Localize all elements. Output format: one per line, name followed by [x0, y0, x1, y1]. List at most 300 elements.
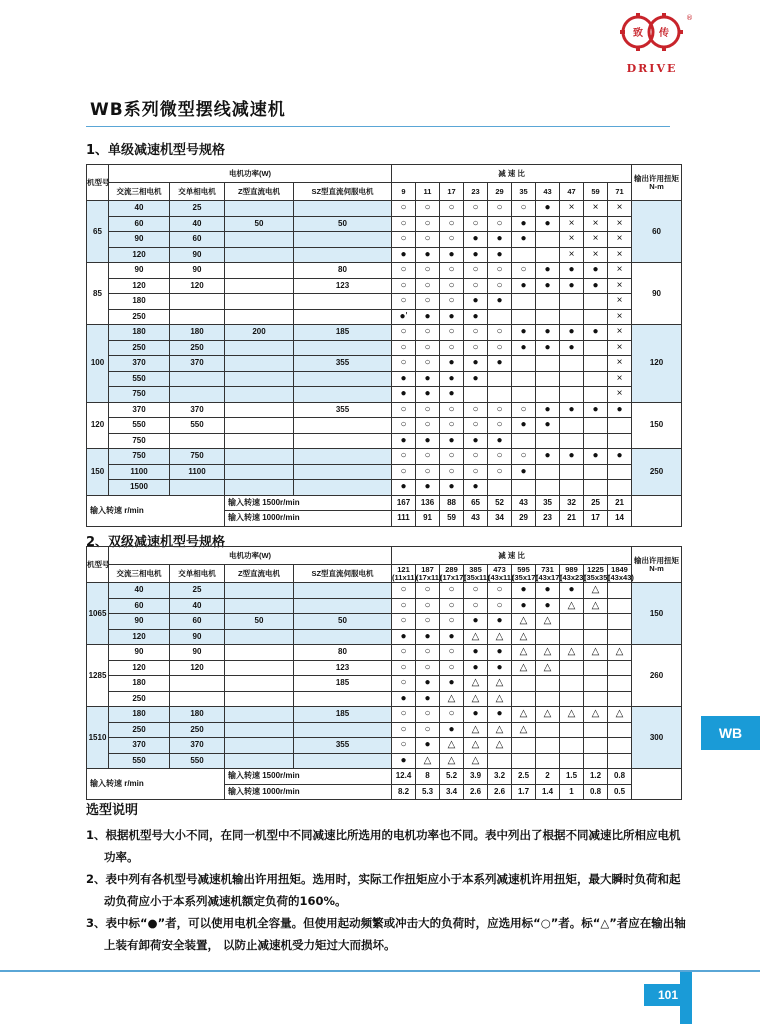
suitability-cell: ○: [440, 294, 464, 310]
suitability-cell: [584, 629, 608, 645]
suitability-cell: [584, 464, 608, 480]
suitability-cell: ●: [560, 278, 584, 294]
power-cell: [170, 387, 225, 403]
suitability-cell: ○: [416, 449, 440, 465]
table-row: [87, 738, 682, 754]
suitability-cell: ○: [392, 464, 416, 480]
power-cell: 40: [170, 216, 225, 232]
suitability-cell: △: [488, 629, 512, 645]
output-speed-cell: 65: [464, 495, 488, 511]
suitability-cell: [560, 387, 584, 403]
suitability-cell: ●: [464, 356, 488, 372]
suitability-cell: ○: [392, 201, 416, 217]
single-stage-table: [86, 164, 682, 527]
suitability-cell: [560, 722, 584, 738]
table-row: [87, 309, 682, 325]
suitability-cell: △: [488, 691, 512, 707]
subheader-row: [87, 183, 682, 201]
power-cell: 250: [109, 340, 170, 356]
power-cell: 370: [170, 356, 225, 372]
table-row: [87, 660, 682, 676]
output-speed-cell: 21: [608, 495, 632, 511]
suitability-cell: △: [584, 707, 608, 723]
table-row: [87, 629, 682, 645]
suitability-cell: ○: [416, 201, 440, 217]
suitability-cell: [584, 722, 608, 738]
power-cell: 250: [170, 340, 225, 356]
power-cell: [170, 691, 225, 707]
suitability-cell: [536, 480, 560, 496]
suitability-cell: [536, 294, 560, 310]
suitability-cell: [536, 464, 560, 480]
power-cell: 80: [294, 645, 392, 661]
suitability-cell: ●: [488, 247, 512, 263]
table-row: [87, 340, 682, 356]
power-cell: 180: [109, 676, 170, 692]
page-number: 101: [644, 984, 692, 1006]
suitability-cell: △: [464, 676, 488, 692]
power-cell: [225, 691, 294, 707]
suitability-cell: △: [512, 614, 536, 630]
power-cell: [225, 583, 294, 599]
ratio-value: 989 (43x23): [560, 564, 586, 582]
output-speed-cell: 12.4: [392, 769, 416, 785]
model-cell: 85: [87, 263, 109, 325]
power-cell: [170, 480, 225, 496]
power-cell: 250: [109, 309, 170, 325]
suitability-cell: ×: [608, 309, 632, 325]
suitability-cell: ●: [392, 387, 416, 403]
suitability-cell: [584, 676, 608, 692]
power-cell: [225, 340, 294, 356]
output-speed-cell: 0.8: [608, 769, 632, 785]
suitability-cell: ○: [416, 263, 440, 279]
table-row: [87, 371, 682, 387]
note-item: 2、表中列有各机型号减速机输出许用扭矩。选用时，实际工作扭矩应小于本系列减速机许用扭矩，最大瞬时负荷和起动负荷应小于本系列减速机额定负荷的160%。: [86, 872, 681, 908]
suitability-cell: △: [512, 645, 536, 661]
suitability-cell: ○: [392, 325, 416, 341]
suitability-cell: ●: [488, 645, 512, 661]
table-row: [87, 598, 682, 614]
suitability-cell: ○: [488, 278, 512, 294]
suitability-cell: ○: [512, 402, 536, 418]
power-cell: 180: [109, 325, 170, 341]
power-cell: [225, 645, 294, 661]
ratio-value: 71: [608, 183, 632, 201]
power-cell: 370: [109, 356, 170, 372]
suitability-cell: ●: [416, 371, 440, 387]
ratio-value: 43: [536, 183, 560, 201]
ratio-value: 121 (11x11): [392, 564, 418, 582]
model-cell: 1065: [87, 583, 109, 645]
suitability-cell: [608, 753, 632, 769]
output-speed-cell: 34: [488, 511, 512, 527]
suitability-cell: ○: [440, 201, 464, 217]
suitability-cell: ○: [488, 464, 512, 480]
suitability-cell: [536, 433, 560, 449]
suitability-cell: [608, 629, 632, 645]
suitability-cell: [584, 356, 608, 372]
suitability-cell: ●: [560, 402, 584, 418]
ratio-value: 11: [416, 183, 440, 201]
suitability-cell: ○: [488, 325, 512, 341]
suitability-cell: ●: [512, 583, 536, 599]
suitability-cell: ●: [512, 325, 536, 341]
suitability-cell: [584, 480, 608, 496]
suitability-cell: ●: [440, 356, 464, 372]
table-row: [87, 278, 682, 294]
power-cell: 40: [109, 201, 170, 217]
suitability-cell: [560, 738, 584, 754]
wb-side-tab[interactable]: WB: [701, 716, 760, 750]
power-cell: 40: [109, 583, 170, 599]
suitability-cell: ●: [560, 340, 584, 356]
suitability-cell: ●: [416, 433, 440, 449]
ratio-value: 17: [440, 183, 464, 201]
torque-cell: 260: [632, 645, 682, 707]
torque-header: 输出许用扭矩N-m: [632, 165, 682, 201]
suitability-cell: [536, 387, 560, 403]
suitability-cell: [488, 387, 512, 403]
suitability-cell: [584, 294, 608, 310]
power-cell: 200: [225, 325, 294, 341]
power-cell: 90: [170, 645, 225, 661]
power-cell: 120: [170, 278, 225, 294]
power-cell: 25: [170, 583, 225, 599]
suitability-cell: ●: [512, 464, 536, 480]
suitability-cell: △: [464, 738, 488, 754]
power-cell: [294, 629, 392, 645]
power-cell: 90: [109, 614, 170, 630]
suitability-cell: ●: [440, 433, 464, 449]
suitability-cell: ○: [440, 325, 464, 341]
suitability-cell: △: [512, 629, 536, 645]
power-cell: [294, 449, 392, 465]
model-cell: 100: [87, 325, 109, 403]
suitability-cell: △: [440, 753, 464, 769]
suitability-cell: ●: [392, 371, 416, 387]
power-cell: 90: [170, 263, 225, 279]
ratio-value: 1849 (43x43): [608, 564, 634, 582]
suitability-cell: [536, 676, 560, 692]
ratio-value: 9: [392, 183, 416, 201]
suitability-cell: ×: [608, 340, 632, 356]
suitability-cell: ●: [416, 676, 440, 692]
suitability-cell: [608, 583, 632, 599]
ratio-value: 289 (17x17): [440, 564, 466, 582]
suitability-cell: ●: [608, 449, 632, 465]
suitability-cell: ●: [536, 418, 560, 434]
suitability-cell: [512, 387, 536, 403]
power-cell: [225, 722, 294, 738]
suitability-cell: ○: [440, 263, 464, 279]
suitability-cell: ●: [512, 278, 536, 294]
suitability-cell: ×: [584, 216, 608, 232]
suitability-cell: ●: [440, 480, 464, 496]
suitability-cell: [560, 480, 584, 496]
suitability-cell: [584, 433, 608, 449]
power-cell: 40: [170, 598, 225, 614]
table-row: [87, 583, 682, 599]
table-row: [87, 387, 682, 403]
table-row: [87, 449, 682, 465]
power-cell: [225, 356, 294, 372]
suitability-cell: ●: [536, 340, 560, 356]
suitability-cell: [608, 676, 632, 692]
power-cell: [225, 309, 294, 325]
suitability-cell: [560, 309, 584, 325]
motor-type-header: 交单相电机: [170, 565, 225, 583]
power-cell: [294, 480, 392, 496]
output-speed-cell: 3.2: [488, 769, 512, 785]
power-cell: 120: [109, 629, 170, 645]
suitability-cell: [560, 660, 584, 676]
input-speed-label: 输入转速 r/min: [87, 769, 225, 800]
suitability-cell: ●: [584, 402, 608, 418]
suitability-cell: ○: [416, 722, 440, 738]
table-row: [87, 294, 682, 310]
table-row: [87, 201, 682, 217]
suitability-cell: [584, 691, 608, 707]
suitability-cell: ●: [440, 722, 464, 738]
suitability-cell: ○: [440, 614, 464, 630]
suitability-cell: [584, 309, 608, 325]
logo-registered: ®: [686, 14, 693, 22]
output-speed-cell: 14: [608, 511, 632, 527]
suitability-cell: ●: [416, 480, 440, 496]
power-cell: [225, 464, 294, 480]
suitability-cell: [536, 753, 560, 769]
suitability-cell: △: [464, 691, 488, 707]
power-cell: 1500: [109, 480, 170, 496]
power-cell: [225, 247, 294, 263]
suitability-cell: ○: [488, 449, 512, 465]
torque-cell: 300: [632, 707, 682, 769]
suitability-cell: ●: [440, 387, 464, 403]
torque-cell: 150: [632, 402, 682, 449]
suitability-cell: ○: [416, 340, 440, 356]
suitability-cell: ●: [392, 433, 416, 449]
power-cell: [225, 629, 294, 645]
torque-cell: 250: [632, 449, 682, 496]
power-cell: 185: [294, 676, 392, 692]
suitability-cell: [608, 614, 632, 630]
output-speed-cell: 1: [560, 784, 584, 800]
suitability-cell: ●: [512, 418, 536, 434]
suitability-cell: ×: [584, 247, 608, 263]
output-speed-cell: 1.7: [512, 784, 536, 800]
power-cell: 750: [170, 449, 225, 465]
suitability-cell: ○: [512, 201, 536, 217]
torque-cell: 150: [632, 583, 682, 645]
suitability-cell: ○: [416, 645, 440, 661]
power-cell: [294, 247, 392, 263]
suitability-cell: ○: [488, 583, 512, 599]
output-speed-cell: 3.4: [440, 784, 464, 800]
suitability-cell: ○: [392, 340, 416, 356]
suitability-cell: [560, 371, 584, 387]
title-divider: [86, 126, 670, 127]
power-cell: 90: [109, 645, 170, 661]
output-speed-cell: 32: [560, 495, 584, 511]
suitability-cell: ●: [536, 278, 560, 294]
power-cell: [225, 707, 294, 723]
output-speed-cell: 43: [464, 511, 488, 527]
speed-label: 输入转速 1500r/min: [225, 769, 392, 785]
output-speed-cell: 91: [416, 511, 440, 527]
suitability-cell: ○: [416, 464, 440, 480]
power-cell: 370: [109, 738, 170, 754]
suitability-cell: ×: [584, 232, 608, 248]
power-cell: [294, 371, 392, 387]
suitability-cell: ○: [464, 418, 488, 434]
suitability-cell: ×: [608, 387, 632, 403]
suitability-cell: ○: [392, 294, 416, 310]
table-row: [87, 418, 682, 434]
power-cell: [294, 433, 392, 449]
suitability-cell: ●: [488, 433, 512, 449]
power-cell: [225, 371, 294, 387]
power-cell: [294, 583, 392, 599]
suitability-cell: ●': [392, 309, 416, 325]
suitability-cell: ○: [440, 340, 464, 356]
suitability-cell: ●: [584, 263, 608, 279]
power-cell: [294, 722, 392, 738]
suitability-cell: ○: [416, 402, 440, 418]
suitability-cell: [560, 464, 584, 480]
suitability-cell: △: [512, 707, 536, 723]
power-cell: [225, 480, 294, 496]
power-cell: 180: [170, 325, 225, 341]
suitability-cell: ○: [440, 418, 464, 434]
suitability-cell: ○: [440, 598, 464, 614]
empty-cell: [632, 769, 682, 800]
suitability-cell: △: [536, 707, 560, 723]
model-header: 机型号: [87, 547, 109, 583]
power-cell: 90: [170, 247, 225, 263]
ratio-value: 385 (35x11): [464, 564, 490, 582]
empty-cell: [632, 495, 682, 526]
suitability-cell: ○: [440, 232, 464, 248]
page-title: WB系列微型摆线减速机: [90, 100, 286, 120]
suitability-cell: △: [584, 645, 608, 661]
suitability-cell: ●: [440, 247, 464, 263]
suitability-cell: ●: [488, 356, 512, 372]
suitability-cell: [512, 480, 536, 496]
suitability-cell: ●: [464, 309, 488, 325]
ratio-value: 29: [488, 183, 512, 201]
table-row: [87, 645, 682, 661]
suitability-cell: ○: [440, 464, 464, 480]
suitability-cell: [488, 480, 512, 496]
power-cell: 250: [170, 722, 225, 738]
suitability-cell: ○: [464, 263, 488, 279]
output-speed-cell: 8: [416, 769, 440, 785]
speed-label: 输入转速 1000r/min: [225, 784, 392, 800]
suitability-cell: [488, 753, 512, 769]
suitability-cell: ○: [392, 418, 416, 434]
suitability-cell: [560, 629, 584, 645]
suitability-cell: ○: [392, 583, 416, 599]
suitability-cell: ●: [488, 614, 512, 630]
suitability-cell: ●: [392, 691, 416, 707]
input-speed-label: 输入转速 r/min: [87, 495, 225, 526]
suitability-cell: ●: [392, 247, 416, 263]
suitability-cell: [560, 753, 584, 769]
suitability-cell: ●: [512, 340, 536, 356]
suitability-cell: ○: [440, 583, 464, 599]
table-row: [87, 356, 682, 372]
suitability-cell: [560, 433, 584, 449]
power-cell: 120: [109, 247, 170, 263]
motor-type-header: 交单相电机: [170, 183, 225, 201]
suitability-cell: △: [512, 722, 536, 738]
suitability-cell: ○: [416, 216, 440, 232]
suitability-cell: [560, 676, 584, 692]
suitability-cell: [608, 433, 632, 449]
power-cell: 550: [109, 371, 170, 387]
suitability-cell: ○: [392, 707, 416, 723]
power-cell: [294, 691, 392, 707]
suitability-cell: ●: [416, 691, 440, 707]
power-cell: [225, 263, 294, 279]
power-cell: 60: [170, 614, 225, 630]
table-row: [87, 707, 682, 723]
suitability-cell: ○: [392, 356, 416, 372]
suitability-cell: [608, 418, 632, 434]
suitability-cell: ×: [608, 356, 632, 372]
power-cell: [170, 371, 225, 387]
suitability-cell: [512, 356, 536, 372]
suitability-cell: [512, 738, 536, 754]
suitability-cell: ●: [464, 480, 488, 496]
power-cell: [225, 232, 294, 248]
suitability-cell: △: [560, 707, 584, 723]
ratio-header: 减 速 比: [392, 547, 632, 565]
suitability-cell: [536, 738, 560, 754]
output-speed-cell: 52: [488, 495, 512, 511]
suitability-cell: [536, 247, 560, 263]
power-cell: 90: [109, 232, 170, 248]
torque-cell: 90: [632, 263, 682, 325]
power-cell: 1100: [170, 464, 225, 480]
power-cell: 60: [109, 598, 170, 614]
suitability-cell: ●: [512, 598, 536, 614]
table-row: [87, 247, 682, 263]
power-cell: [225, 387, 294, 403]
suitability-cell: [608, 691, 632, 707]
output-speed-cell: 136: [416, 495, 440, 511]
suitability-cell: ○: [440, 216, 464, 232]
suitability-cell: [608, 722, 632, 738]
power-cell: [225, 294, 294, 310]
header-row: [87, 165, 682, 183]
power-cell: [225, 660, 294, 676]
output-speed-cell: 29: [512, 511, 536, 527]
suitability-cell: [512, 691, 536, 707]
power-cell: 370: [170, 738, 225, 754]
power-cell: 180: [109, 707, 170, 723]
suitability-cell: ○: [416, 325, 440, 341]
ratio-value: 731 (43x17): [536, 564, 562, 582]
double-stage-table: [86, 546, 682, 800]
suitability-cell: ×: [608, 294, 632, 310]
suitability-cell: ●: [536, 216, 560, 232]
power-cell: [294, 232, 392, 248]
table-row: [87, 480, 682, 496]
ratio-value: 473 (43x11): [488, 564, 514, 582]
suitability-cell: ●: [488, 707, 512, 723]
